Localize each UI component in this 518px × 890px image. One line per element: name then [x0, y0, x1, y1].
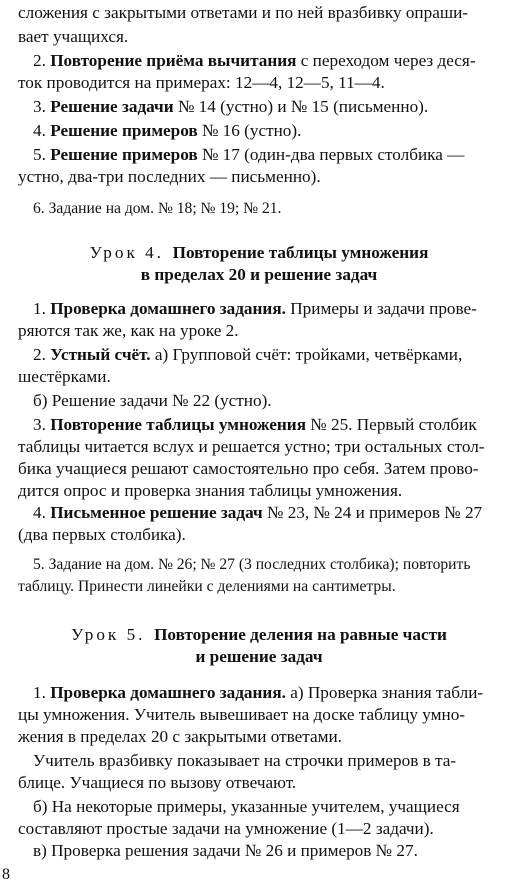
item-heading: Проверка домашнего задания. — [50, 683, 286, 702]
item-text: № 25. Первый столбик — [310, 415, 477, 434]
item-heading: Решение примеров — [50, 145, 198, 164]
item-text: с переходом через деся- — [300, 51, 476, 70]
lesson-label: Урок 5. — [71, 625, 146, 644]
item-heading: Устный счёт. — [50, 345, 151, 364]
lesson-title: Повторение деления на равные части — [154, 625, 447, 644]
list-item-2 — [33, 344, 462, 366]
item-text: № 17 (один-два первых столбика — — [201, 145, 465, 164]
lesson-4-heading — [0, 242, 518, 264]
text-line: ток проводится на примерах: 12—4, 12—5, 11—4. — [18, 73, 385, 92]
lesson-5-heading — [0, 624, 518, 646]
item-heading: Письменное решение задач — [50, 503, 263, 522]
text-line: (два первых столбика). — [18, 525, 186, 544]
item-number: 4. — [33, 121, 46, 140]
item-text: № 16 (устно). — [201, 121, 302, 140]
item-heading: Повторение таблицы умножения — [50, 415, 306, 434]
item-number: 3. — [33, 97, 46, 116]
item-number: 2. — [33, 51, 46, 70]
lesson-title: Повторение таблицы умножения — [172, 243, 429, 262]
text-line: жения в пределах 20 с закрытыми ответами. — [18, 727, 342, 746]
item-text: № 23, № 24 и примеров № 27 — [267, 503, 483, 522]
text-line: Учитель вразбивку показывает на строчки примеров в та- — [33, 751, 457, 770]
homework-line: 5. Задание на дом. № 26; № 27 (3 последних столбика); повторить — [33, 556, 471, 573]
item-number: 3. — [33, 415, 46, 434]
item-number: 2. — [33, 345, 46, 364]
list-item-5 — [33, 144, 464, 166]
item-heading: Повторение приёма вычитания — [50, 51, 297, 70]
text-line: ряются так же, как на уроке 2. — [18, 321, 239, 340]
text-line: бика учащиеся решают самостоятельно про себя. Затем прово- — [18, 459, 479, 478]
item-number: 5. — [33, 145, 46, 164]
text-line: устно, два-три последних — письменно). — [18, 167, 321, 186]
text-line: дится опрос и проверка знания таблицы умножения. — [18, 481, 403, 500]
item-text: а) Проверка знания табли- — [290, 683, 484, 702]
item-heading: Решение задачи — [50, 97, 174, 116]
text-line: сложения с закрытыми ответами и по ней вразбивку опраши- — [18, 3, 469, 22]
list-item-2 — [33, 50, 476, 72]
text-line: таблицы читается вслух и решается устно; три остальных стол- — [18, 437, 485, 456]
item-number: 1. — [33, 683, 46, 702]
item-heading: Решение примеров — [50, 121, 198, 140]
lesson-title: и решение задач — [195, 647, 323, 666]
homework-line: таблицу. Принести линейки с делениями на сантиметры. — [18, 578, 396, 595]
page-number: 8 — [2, 866, 10, 883]
item-text: Примеры и задачи прове- — [290, 299, 477, 318]
text-line: составляют простые задачи на умножение (1—2 задачи). — [18, 819, 434, 838]
text-line: цы умножения. Учитель вывешивает на доске таблицу умно- — [18, 705, 466, 724]
lesson-label: Урок 4. — [89, 243, 164, 262]
list-item-4 — [33, 120, 301, 142]
text-line: вает учащихся. — [18, 27, 129, 46]
list-item-1 — [33, 682, 483, 704]
item-number: 4. — [33, 503, 46, 522]
text-line: блице. Учащиеся по вызову отвечают. — [18, 773, 297, 792]
list-item-4 — [33, 502, 482, 524]
list-item-3 — [33, 96, 428, 118]
item-text: а) Групповой счёт: тройками, четвёрками, — [154, 345, 463, 364]
item-number: 1. — [33, 299, 46, 318]
text-line: в) Проверка решения задачи № 26 и примеров № 27. — [33, 841, 418, 860]
lesson-title: в пределах 20 и решение задач — [140, 265, 378, 284]
item-heading: Проверка домашнего задания. — [50, 299, 286, 318]
list-item-3 — [33, 414, 477, 436]
text-line: б) На некоторые примеры, указанные учителем, учащиеся — [33, 797, 460, 816]
homework-line: 6. Задание на дом. № 18; № 19; № 21. — [33, 200, 282, 217]
text-line: шестёрками. — [18, 367, 111, 386]
text-line: б) Решение задачи № 22 (устно). — [33, 391, 272, 410]
item-text: № 14 (устно) и № 15 (письменно). — [177, 97, 429, 116]
list-item-1 — [33, 298, 477, 320]
